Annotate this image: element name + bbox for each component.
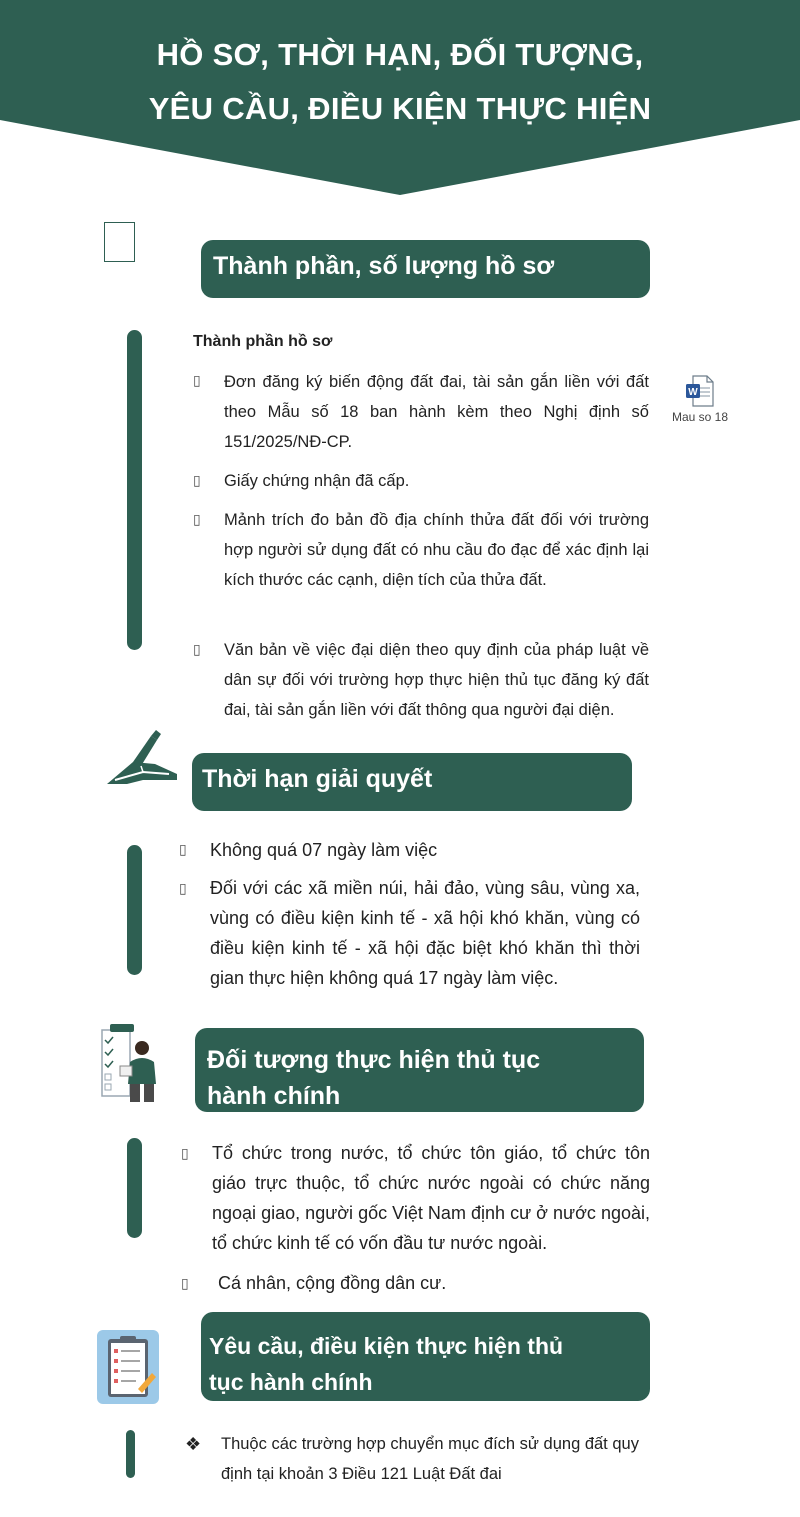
header-banner xyxy=(0,0,800,200)
requirement-item-1: Thuộc các trường hợp chuyển mục đích sử dụng đất quy định tại khoản 3 Điều 121 Luật Đất đai xyxy=(221,1435,639,1483)
document-outline-icon xyxy=(104,222,135,262)
hand-writing-icon xyxy=(103,728,183,788)
subject-item-2: Cá nhân, cộng đồng dân cư. xyxy=(218,1273,447,1293)
page-title xyxy=(0,28,800,136)
section-title-requirements xyxy=(201,1312,650,1401)
section-title-processing-time xyxy=(192,753,632,811)
document-item-3: Mảnh trích đo bản đồ địa chính thửa đất đối với trường hợp người sử dụng đất có nhu cầu đo đạc để xác định lại kích thước các cạnh, diện tích của thửa đất. xyxy=(224,511,649,589)
section-title-processing-time-text: Thời hạn giải quyết xyxy=(202,765,433,793)
bullet-icon: ▯ xyxy=(193,372,201,388)
section-title-subjects-line-2: hành chính xyxy=(207,1082,341,1110)
section-title-subjects xyxy=(195,1028,644,1112)
word-document-icon[interactable] xyxy=(685,375,715,407)
document-item-2: Giấy chứng nhận đã cấp. xyxy=(224,472,410,490)
page-title-line-1: HỒ SƠ, THỜI HẠN, ĐỐI TƯỢNG, xyxy=(156,37,644,72)
clipboard-checklist-icon xyxy=(96,1329,160,1405)
document-item-4: Văn bản về việc đại diện theo quy định của pháp luật về dân sự đối với trường hợp thực hiện thủ tục đăng ký đất đai, tài sản gắn liền với đất thông qua người đại diện. xyxy=(224,641,649,719)
section-1-bar xyxy=(127,330,142,650)
bullet-icon: ▯ xyxy=(179,841,187,857)
page-title-line-2: YÊU CẦU, ĐIỀU KIỆN THỰC HIỆN xyxy=(148,91,652,126)
section-title-requirements-line-2: tục hành chính xyxy=(209,1369,373,1395)
svg-text:W: W xyxy=(688,387,698,398)
diamond-bullet-icon: ❖ xyxy=(185,1434,202,1454)
time-item-2: Đối với các xã miền núi, hải đảo, vùng sâu, vùng xa, vùng có điều kiện kinh tế - xã hội khó khăn, vùng có điều kiện kinh tế - xã hội đặc biệt khó khăn thì thời gian thực hiện không quá 17 ngày làm việc. xyxy=(210,878,640,988)
subject-item-1: Tổ chức trong nước, tổ chức tôn giáo, tổ chức tôn giáo trực thuộc, tổ chức nước ngoài có chức năng ngoại giao, người gốc Việt Nam định cư ở nước ngoài, tổ chức kinh tế có vốn đầu tư nước ngoài. xyxy=(212,1143,650,1253)
bullet-icon: ▯ xyxy=(181,1145,189,1161)
section-title-subjects-line-1: Đối tượng thực hiện thủ tục xyxy=(207,1046,541,1074)
section-3-bar xyxy=(127,1138,142,1238)
section-title-documents-text: Thành phần, số lượng hồ sơ xyxy=(213,252,555,280)
section-4-bar xyxy=(126,1430,135,1478)
documents-subheading: Thành phần hồ sơ xyxy=(193,333,333,350)
section-2-bar xyxy=(127,845,142,975)
bullet-icon: ▯ xyxy=(193,641,201,657)
time-item-1: Không quá 07 ngày làm việc xyxy=(210,840,438,860)
section-title-documents xyxy=(201,240,650,298)
person-checklist-icon xyxy=(100,1022,160,1104)
bullet-icon: ▯ xyxy=(193,472,201,488)
section-title-requirements-line-1: Yêu cầu, điều kiện thực hiện thủ xyxy=(209,1333,564,1359)
bullet-icon: ▯ xyxy=(181,1275,189,1291)
document-item-1: Đơn đăng ký biến động đất đai, tài sản gắn liền với đất theo Mẫu số 18 ban hành kèm theo Nghị định số 151/2025/NĐ-CP. xyxy=(224,373,649,451)
attachment-label[interactable]: Mau so 18 xyxy=(672,410,729,424)
bullet-icon: ▯ xyxy=(179,880,187,896)
bullet-icon: ▯ xyxy=(193,511,201,527)
